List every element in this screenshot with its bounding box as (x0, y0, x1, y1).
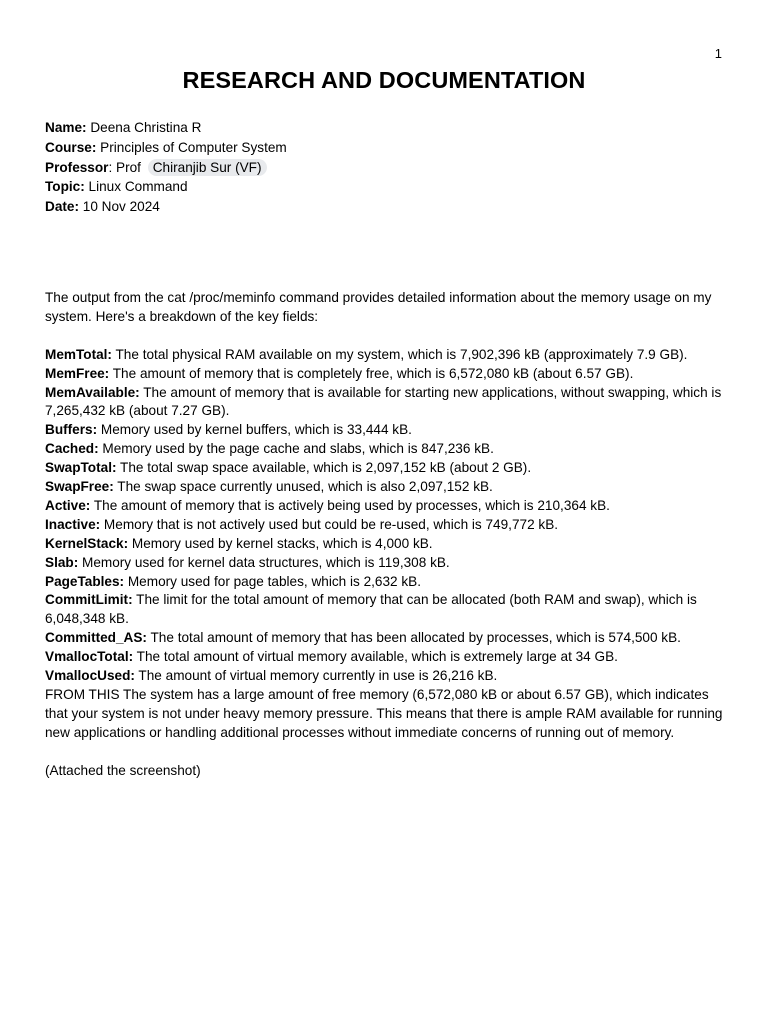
field-text: The amount of memory that is actively being used by processes, which is 210,364 kB. (90, 497, 610, 513)
topic-row (45, 177, 725, 197)
intro-paragraph: The output from the cat /proc/meminfo command provides detailed information about the memory usage on my system. Here's a breakdown of the key fields: (45, 290, 712, 324)
date-label: Date: (45, 199, 79, 214)
professor-label: Professor (45, 159, 109, 175)
field-label: VmallocUsed: (45, 668, 135, 684)
field-swaptotal (45, 459, 729, 478)
field-cached (45, 440, 729, 459)
field-label: Cached: (45, 441, 99, 457)
field-text: The amount of memory that is completely free, which is 6,572,080 kB (about 6.57 GB). (109, 365, 634, 381)
field-text: Memory used for kernel data structures, which is 119,308 kB. (78, 554, 450, 570)
field-label: KernelStack: (45, 535, 129, 551)
field-label: Active: (45, 497, 91, 513)
field-pagetables (45, 573, 729, 592)
field-label: MemAvailable: (45, 384, 140, 400)
field-memtotal (45, 346, 729, 365)
course-label: Course: (45, 139, 97, 155)
field-label: Committed_AS: (45, 630, 147, 646)
field-text: The amount of memory that is available for starting new applications, without swapping, which is 7,265,432 kB (about 7.27 GB). (45, 384, 722, 419)
field-label: MemFree: (45, 365, 110, 381)
topic-label: Topic: (45, 179, 85, 195)
field-slab (45, 554, 729, 573)
paragraph-spacer (45, 327, 729, 346)
professor-value: : Prof (108, 159, 145, 175)
field-text: The total amount of memory that has been allocated by processes, which is 574,500 kB. (146, 630, 681, 646)
field-text: The total swap space available, which is 2,097,152 kB (about 2 GB). (116, 460, 532, 476)
paragraph-spacer (45, 743, 729, 762)
field-text: Memory that is not actively used but could be re-used, which is 749,772 kB. (100, 516, 559, 532)
field-label: PageTables: (45, 573, 125, 589)
name-label: Name: (45, 120, 87, 135)
name-row (45, 118, 725, 138)
field-vmallocused (45, 667, 729, 686)
field-label: SwapFree: (45, 479, 114, 495)
course-row (45, 138, 725, 158)
course-value: Principles of Computer System (96, 139, 287, 155)
document-title: RESEARCH AND DOCUMENTATION (182, 67, 586, 93)
field-label: SwapTotal: (45, 460, 117, 476)
field-text: The total physical RAM available on my system, which is 7,902,396 kB (approximately 7.9 GB). (111, 346, 688, 362)
field-text: Memory used by the page cache and slabs, which is 847,236 kB. (98, 441, 494, 457)
conclusion-paragraph: FROM THIS The system has a large amount of free memory (6,572,080 kB or about 6.57 GB), which indicates that your system is not under heavy memory pressure. This means that there is ample RAM available for running new applications or handling additional processes without immediate concerns of running out of memory. (45, 687, 723, 740)
field-text: The amount of virtual memory currently in use is 26,216 kB. (134, 668, 498, 684)
field-text: Memory used by kernel stacks, which is 4,000 kB. (128, 535, 433, 551)
field-label: CommitLimit: (45, 592, 133, 608)
field-memavailable (45, 384, 729, 422)
field-swapfree (45, 478, 729, 497)
field-text: The total amount of virtual memory available, which is extremely large at 34 GB. (133, 649, 618, 665)
field-label: Inactive: (45, 516, 101, 532)
field-inactive (45, 516, 729, 535)
field-commitlimit (45, 591, 729, 629)
field-label: Buffers: (45, 422, 98, 438)
field-active (45, 497, 729, 516)
page-number: 1 (714, 46, 722, 61)
date-value: 10 Nov 2024 (79, 199, 160, 214)
document-body (45, 289, 729, 781)
field-text: Memory used by kernel buffers, which is 33,444 kB. (97, 422, 412, 438)
field-vmalloctotal (45, 648, 729, 667)
topic-value: Linux Command (84, 179, 188, 195)
professor-person-chip[interactable]: Chiranjib Sur (VF) (148, 159, 267, 176)
field-text: The swap space currently unused, which is also 2,097,152 kB. (113, 479, 493, 495)
memory-field-list (45, 346, 729, 686)
document-metadata (45, 118, 725, 217)
professor-row (45, 158, 725, 178)
field-memfree (45, 365, 729, 384)
field-committed-as (45, 629, 729, 648)
field-label: Slab: (45, 554, 79, 570)
field-label: VmallocTotal: (45, 649, 134, 665)
name-value: Deena Christina R (86, 120, 202, 135)
field-buffers (45, 421, 729, 440)
attachment-note: (Attached the screenshot) (45, 762, 201, 778)
field-label: MemTotal: (45, 346, 112, 362)
field-text: Memory used for page tables, which is 2,632 kB. (124, 573, 422, 589)
field-text: The limit for the total amount of memory that can be allocated (both RAM and swap), which is 6,048,348 kB. (45, 592, 697, 627)
date-row (45, 197, 725, 217)
field-kernelstack (45, 535, 729, 554)
